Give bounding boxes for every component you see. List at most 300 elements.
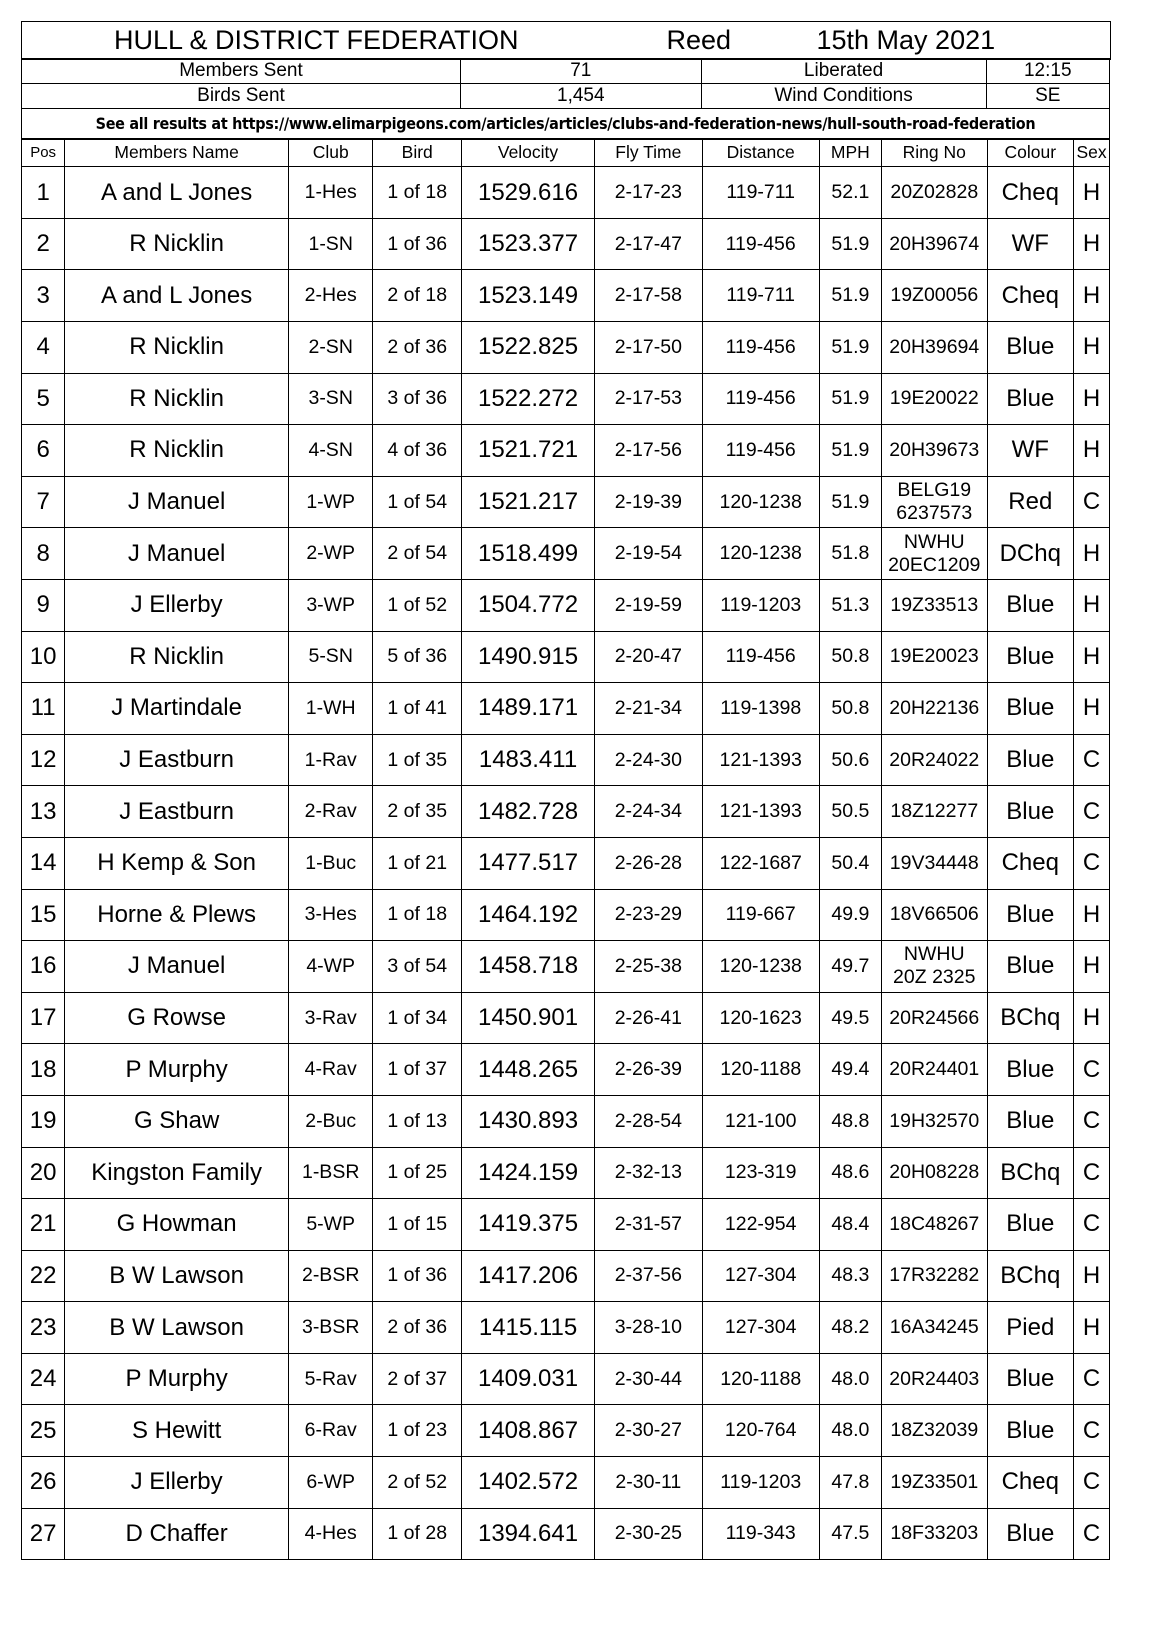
- row-name: J Ellerby: [65, 579, 289, 631]
- row-name: R Nicklin: [65, 322, 289, 374]
- col-ring: Ring No: [882, 139, 988, 167]
- birds-sent-label: Birds Sent: [22, 84, 461, 109]
- row-name: P Murphy: [65, 1353, 289, 1405]
- row-distance: 119-711: [702, 167, 819, 219]
- row-bird: 1 of 18: [373, 167, 462, 219]
- row-distance: 122-954: [702, 1199, 819, 1251]
- row-club: 5-Rav: [288, 1353, 372, 1405]
- row-sex: H: [1074, 1302, 1110, 1354]
- row-pos: 7: [22, 476, 65, 528]
- row-fly-time: 2-32-13: [595, 1147, 703, 1199]
- row-colour: Blue: [987, 373, 1074, 425]
- row-ring: 19Z00056: [882, 270, 988, 322]
- row-bird: 2 of 54: [373, 528, 462, 580]
- row-colour: Blue: [987, 1405, 1074, 1457]
- row-bird: 1 of 25: [373, 1147, 462, 1199]
- col-bird: Bird: [373, 139, 462, 167]
- row-ring: 20H39673: [882, 425, 988, 477]
- row-sex: H: [1074, 579, 1110, 631]
- row-mph: 48.4: [819, 1199, 881, 1251]
- row-distance: 120-1238: [702, 476, 819, 528]
- row-fly-time: 2-19-59: [595, 579, 703, 631]
- row-velocity: 1450.901: [462, 992, 595, 1044]
- table-row: [22, 528, 1110, 580]
- row-velocity: 1448.265: [462, 1044, 595, 1096]
- row-name: R Nicklin: [65, 218, 289, 270]
- row-sex: H: [1074, 425, 1110, 477]
- row-name: B W Lawson: [65, 1250, 289, 1302]
- wind-label: Wind Conditions: [701, 84, 986, 109]
- row-pos: 14: [22, 837, 65, 889]
- row-sex: H: [1074, 270, 1110, 322]
- row-fly-time: 2-23-29: [595, 889, 703, 941]
- table-row: [22, 322, 1110, 374]
- col-colour: Colour: [987, 139, 1074, 167]
- row-sex: C: [1074, 1095, 1110, 1147]
- row-mph: 49.7: [819, 941, 881, 993]
- row-sex: H: [1074, 631, 1110, 683]
- table-row: [22, 579, 1110, 631]
- row-bird: 1 of 36: [373, 1250, 462, 1302]
- row-club: 5-WP: [288, 1199, 372, 1251]
- table-row: [22, 992, 1110, 1044]
- row-club: 2-SN: [288, 322, 372, 374]
- row-pos: 24: [22, 1353, 65, 1405]
- row-mph: 49.9: [819, 889, 881, 941]
- row-distance: 120-764: [702, 1405, 819, 1457]
- row-club: 1-WP: [288, 476, 372, 528]
- row-bird: 5 of 36: [373, 631, 462, 683]
- row-ring: 20R24401: [882, 1044, 988, 1096]
- results-sheet: [21, 21, 1110, 1560]
- row-bird: 1 of 28: [373, 1508, 462, 1560]
- row-ring: 16A34245: [882, 1302, 988, 1354]
- row-distance: 119-1203: [702, 579, 819, 631]
- row-colour: Blue: [987, 579, 1074, 631]
- row-ring: 20R24566: [882, 992, 988, 1044]
- table-row: [22, 1147, 1110, 1199]
- row-velocity: 1394.641: [462, 1508, 595, 1560]
- row-bird: 3 of 54: [373, 941, 462, 993]
- row-mph: 47.5: [819, 1508, 881, 1560]
- row-ring: 19H32570: [882, 1095, 988, 1147]
- row-name: J Manuel: [65, 476, 289, 528]
- members-sent-value: 71: [460, 59, 701, 84]
- row-pos: 20: [22, 1147, 65, 1199]
- row-ring: 18F33203: [882, 1508, 988, 1560]
- row-ring: 19E20023: [882, 631, 988, 683]
- row-bird: 1 of 34: [373, 992, 462, 1044]
- row-ring: 20R24022: [882, 734, 988, 786]
- row-name: D Chaffer: [65, 1508, 289, 1560]
- row-colour: Pied: [987, 1302, 1074, 1354]
- row-pos: 11: [22, 683, 65, 735]
- row-velocity: 1522.825: [462, 322, 595, 374]
- row-ring: 18Z32039: [882, 1405, 988, 1457]
- wind-value: SE: [986, 84, 1110, 109]
- row-fly-time: 2-19-39: [595, 476, 703, 528]
- row-distance: 121-1393: [702, 734, 819, 786]
- row-name: J Eastburn: [65, 786, 289, 838]
- row-sex: C: [1074, 1147, 1110, 1199]
- column-header-row: [22, 139, 1110, 167]
- row-club: 2-Rav: [288, 786, 372, 838]
- row-distance: 119-456: [702, 218, 819, 270]
- row-sex: H: [1074, 218, 1110, 270]
- row-mph: 51.9: [819, 476, 881, 528]
- row-ring: 19Z33501: [882, 1457, 988, 1509]
- row-velocity: 1424.159: [462, 1147, 595, 1199]
- row-fly-time: 2-30-27: [595, 1405, 703, 1457]
- row-ring: 20H08228: [882, 1147, 988, 1199]
- row-fly-time: 2-30-11: [595, 1457, 703, 1509]
- row-bird: 2 of 18: [373, 270, 462, 322]
- row-name: S Hewitt: [65, 1405, 289, 1457]
- row-bird: 1 of 35: [373, 734, 462, 786]
- row-velocity: 1518.499: [462, 528, 595, 580]
- row-velocity: 1521.217: [462, 476, 595, 528]
- row-mph: 51.9: [819, 373, 881, 425]
- row-pos: 26: [22, 1457, 65, 1509]
- row-name: J Eastburn: [65, 734, 289, 786]
- row-distance: 120-1238: [702, 528, 819, 580]
- row-club: 3-Rav: [288, 992, 372, 1044]
- row-ring: 20H39694: [882, 322, 988, 374]
- row-bird: 1 of 23: [373, 1405, 462, 1457]
- row-colour: Blue: [987, 631, 1074, 683]
- row-colour: Blue: [987, 1095, 1074, 1147]
- row-sex: C: [1074, 1199, 1110, 1251]
- table-row: [22, 1405, 1110, 1457]
- row-pos: 1: [22, 167, 65, 219]
- table-row: [22, 270, 1110, 322]
- row-pos: 6: [22, 425, 65, 477]
- row-club: 1-Hes: [288, 167, 372, 219]
- table-row: [22, 1508, 1110, 1560]
- table-row: [22, 373, 1110, 425]
- row-name: P Murphy: [65, 1044, 289, 1096]
- table-row: [22, 734, 1110, 786]
- row-club: 3-BSR: [288, 1302, 372, 1354]
- table-row: [22, 167, 1110, 219]
- federation-title: HULL & DISTRICT FEDERATION: [22, 22, 667, 60]
- row-club: 1-WH: [288, 683, 372, 735]
- row-ring: NWHU 20EC1209: [882, 528, 988, 580]
- row-distance: 119-667: [702, 889, 819, 941]
- row-fly-time: 3-28-10: [595, 1302, 703, 1354]
- row-ring: 17R32282: [882, 1250, 988, 1302]
- info-table: [21, 58, 1110, 109]
- row-ring: 20Z02828: [882, 167, 988, 219]
- row-name: Kingston Family: [65, 1147, 289, 1199]
- row-velocity: 1523.149: [462, 270, 595, 322]
- row-fly-time: 2-24-30: [595, 734, 703, 786]
- birds-sent-value: 1,454: [460, 84, 701, 109]
- row-velocity: 1402.572: [462, 1457, 595, 1509]
- row-name: J Martindale: [65, 683, 289, 735]
- row-pos: 12: [22, 734, 65, 786]
- row-distance: 119-456: [702, 631, 819, 683]
- col-pos: Pos: [22, 139, 65, 167]
- row-colour: DChq: [987, 528, 1074, 580]
- row-name: R Nicklin: [65, 425, 289, 477]
- row-velocity: 1477.517: [462, 837, 595, 889]
- row-club: 4-SN: [288, 425, 372, 477]
- row-fly-time: 2-17-23: [595, 167, 703, 219]
- row-bird: 4 of 36: [373, 425, 462, 477]
- row-colour: Blue: [987, 1353, 1074, 1405]
- row-distance: 119-711: [702, 270, 819, 322]
- row-club: 5-SN: [288, 631, 372, 683]
- row-ring: NWHU 20Z 2325: [882, 941, 988, 993]
- row-velocity: 1482.728: [462, 786, 595, 838]
- row-name: B W Lawson: [65, 1302, 289, 1354]
- row-colour: Cheq: [987, 1457, 1074, 1509]
- link-table: [21, 108, 1110, 140]
- table-row: [22, 1044, 1110, 1096]
- row-colour: Blue: [987, 1508, 1074, 1560]
- row-pos: 22: [22, 1250, 65, 1302]
- table-row: [22, 837, 1110, 889]
- row-club: 3-Hes: [288, 889, 372, 941]
- row-pos: 9: [22, 579, 65, 631]
- table-row: [22, 683, 1110, 735]
- row-pos: 10: [22, 631, 65, 683]
- row-mph: 51.9: [819, 425, 881, 477]
- row-fly-time: 2-17-53: [595, 373, 703, 425]
- row-fly-time: 2-26-28: [595, 837, 703, 889]
- row-ring: 18V66506: [882, 889, 988, 941]
- row-bird: 1 of 15: [373, 1199, 462, 1251]
- row-club: 3-SN: [288, 373, 372, 425]
- row-bird: 2 of 35: [373, 786, 462, 838]
- row-fly-time: 2-21-34: [595, 683, 703, 735]
- row-name: J Manuel: [65, 528, 289, 580]
- row-colour: Blue: [987, 786, 1074, 838]
- row-pos: 17: [22, 992, 65, 1044]
- row-club: 2-Hes: [288, 270, 372, 322]
- table-row: [22, 1353, 1110, 1405]
- row-sex: C: [1074, 786, 1110, 838]
- row-bird: 2 of 36: [373, 322, 462, 374]
- row-pos: 23: [22, 1302, 65, 1354]
- row-name: R Nicklin: [65, 631, 289, 683]
- row-fly-time: 2-24-34: [595, 786, 703, 838]
- row-distance: 127-304: [702, 1302, 819, 1354]
- row-mph: 51.8: [819, 528, 881, 580]
- results-link[interactable]: See all results at https://www.elimarpigeons.com/articles/articles/clubs-and-federation-news/hull-south-road-federation: [22, 108, 1110, 139]
- row-club: 1-Buc: [288, 837, 372, 889]
- row-sex: C: [1074, 1508, 1110, 1560]
- row-pos: 18: [22, 1044, 65, 1096]
- header-table: [21, 21, 1111, 60]
- row-colour: BChq: [987, 1250, 1074, 1302]
- row-name: G Rowse: [65, 992, 289, 1044]
- row-bird: 1 of 37: [373, 1044, 462, 1096]
- table-row: [22, 1199, 1110, 1251]
- row-distance: 119-1203: [702, 1457, 819, 1509]
- col-sex: Sex: [1074, 139, 1110, 167]
- row-sex: C: [1074, 1457, 1110, 1509]
- row-colour: Blue: [987, 322, 1074, 374]
- race-location: Reed: [667, 22, 817, 60]
- table-row: [22, 889, 1110, 941]
- row-velocity: 1415.115: [462, 1302, 595, 1354]
- row-sex: C: [1074, 1405, 1110, 1457]
- table-row: [22, 1302, 1110, 1354]
- row-pos: 2: [22, 218, 65, 270]
- row-mph: 50.6: [819, 734, 881, 786]
- row-bird: 1 of 18: [373, 889, 462, 941]
- row-club: 2-WP: [288, 528, 372, 580]
- row-fly-time: 2-25-38: [595, 941, 703, 993]
- row-mph: 48.2: [819, 1302, 881, 1354]
- row-sex: H: [1074, 683, 1110, 735]
- row-mph: 51.3: [819, 579, 881, 631]
- row-ring: 20H22136: [882, 683, 988, 735]
- row-club: 1-BSR: [288, 1147, 372, 1199]
- row-colour: Blue: [987, 1044, 1074, 1096]
- race-date: 15th May 2021: [817, 22, 1111, 60]
- row-name: A and L Jones: [65, 270, 289, 322]
- row-colour: Red: [987, 476, 1074, 528]
- row-velocity: 1409.031: [462, 1353, 595, 1405]
- row-mph: 51.9: [819, 218, 881, 270]
- row-velocity: 1522.272: [462, 373, 595, 425]
- row-name: J Ellerby: [65, 1457, 289, 1509]
- row-fly-time: 2-30-25: [595, 1508, 703, 1560]
- row-mph: 52.1: [819, 167, 881, 219]
- row-velocity: 1490.915: [462, 631, 595, 683]
- row-ring: 19E20022: [882, 373, 988, 425]
- results-body: [22, 167, 1110, 1560]
- row-club: 3-WP: [288, 579, 372, 631]
- row-pos: 19: [22, 1095, 65, 1147]
- row-club: 4-WP: [288, 941, 372, 993]
- row-fly-time: 2-17-58: [595, 270, 703, 322]
- row-colour: Cheq: [987, 837, 1074, 889]
- row-pos: 8: [22, 528, 65, 580]
- row-pos: 27: [22, 1508, 65, 1560]
- row-bird: 1 of 54: [373, 476, 462, 528]
- row-distance: 120-1238: [702, 941, 819, 993]
- row-distance: 120-1188: [702, 1353, 819, 1405]
- liberated-value: 12:15: [986, 59, 1110, 84]
- row-colour: Blue: [987, 889, 1074, 941]
- row-mph: 51.9: [819, 322, 881, 374]
- row-colour: Blue: [987, 734, 1074, 786]
- row-fly-time: 2-31-57: [595, 1199, 703, 1251]
- row-distance: 127-304: [702, 1250, 819, 1302]
- row-mph: 50.8: [819, 631, 881, 683]
- row-bird: 3 of 36: [373, 373, 462, 425]
- col-fly-time: Fly Time: [595, 139, 703, 167]
- row-velocity: 1489.171: [462, 683, 595, 735]
- row-distance: 119-343: [702, 1508, 819, 1560]
- row-fly-time: 2-17-47: [595, 218, 703, 270]
- row-club: 6-WP: [288, 1457, 372, 1509]
- col-mph: MPH: [819, 139, 881, 167]
- row-fly-time: 2-26-39: [595, 1044, 703, 1096]
- row-fly-time: 2-30-44: [595, 1353, 703, 1405]
- row-colour: WF: [987, 218, 1074, 270]
- row-sex: H: [1074, 992, 1110, 1044]
- row-mph: 48.6: [819, 1147, 881, 1199]
- row-sex: C: [1074, 1353, 1110, 1405]
- row-velocity: 1523.377: [462, 218, 595, 270]
- table-row: [22, 218, 1110, 270]
- row-pos: 13: [22, 786, 65, 838]
- row-mph: 50.8: [819, 683, 881, 735]
- row-fly-time: 2-28-54: [595, 1095, 703, 1147]
- row-velocity: 1430.893: [462, 1095, 595, 1147]
- row-sex: H: [1074, 322, 1110, 374]
- row-fly-time: 2-17-56: [595, 425, 703, 477]
- row-pos: 21: [22, 1199, 65, 1251]
- row-club: 2-BSR: [288, 1250, 372, 1302]
- row-sex: H: [1074, 373, 1110, 425]
- row-ring: 20H39674: [882, 218, 988, 270]
- row-name: A and L Jones: [65, 167, 289, 219]
- row-sex: H: [1074, 1250, 1110, 1302]
- row-distance: 119-456: [702, 373, 819, 425]
- row-name: J Manuel: [65, 941, 289, 993]
- row-pos: 5: [22, 373, 65, 425]
- table-row: [22, 1457, 1110, 1509]
- row-mph: 47.8: [819, 1457, 881, 1509]
- results-table: [21, 138, 1110, 1560]
- row-fly-time: 2-19-54: [595, 528, 703, 580]
- row-colour: Blue: [987, 683, 1074, 735]
- row-distance: 120-1188: [702, 1044, 819, 1096]
- row-mph: 49.5: [819, 992, 881, 1044]
- row-pos: 3: [22, 270, 65, 322]
- table-row: [22, 476, 1110, 528]
- row-mph: 51.9: [819, 270, 881, 322]
- row-club: 1-SN: [288, 218, 372, 270]
- row-name: R Nicklin: [65, 373, 289, 425]
- row-distance: 122-1687: [702, 837, 819, 889]
- row-mph: 48.0: [819, 1353, 881, 1405]
- liberated-label: Liberated: [701, 59, 986, 84]
- row-distance: 121-100: [702, 1095, 819, 1147]
- row-colour: Cheq: [987, 167, 1074, 219]
- row-ring: 19V34448: [882, 837, 988, 889]
- table-row: [22, 425, 1110, 477]
- row-colour: Cheq: [987, 270, 1074, 322]
- row-bird: 1 of 21: [373, 837, 462, 889]
- row-colour: WF: [987, 425, 1074, 477]
- row-sex: H: [1074, 889, 1110, 941]
- row-fly-time: 2-17-50: [595, 322, 703, 374]
- row-name: Horne & Plews: [65, 889, 289, 941]
- table-row: [22, 786, 1110, 838]
- row-bird: 2 of 52: [373, 1457, 462, 1509]
- col-velocity: Velocity: [462, 139, 595, 167]
- row-velocity: 1521.721: [462, 425, 595, 477]
- row-pos: 16: [22, 941, 65, 993]
- row-sex: C: [1074, 1044, 1110, 1096]
- row-ring: 19Z33513: [882, 579, 988, 631]
- row-bird: 1 of 52: [373, 579, 462, 631]
- row-bird: 1 of 41: [373, 683, 462, 735]
- row-bird: 1 of 13: [373, 1095, 462, 1147]
- row-ring: 20R24403: [882, 1353, 988, 1405]
- row-pos: 15: [22, 889, 65, 941]
- col-distance: Distance: [702, 139, 819, 167]
- row-distance: 119-456: [702, 425, 819, 477]
- row-colour: Blue: [987, 1199, 1074, 1251]
